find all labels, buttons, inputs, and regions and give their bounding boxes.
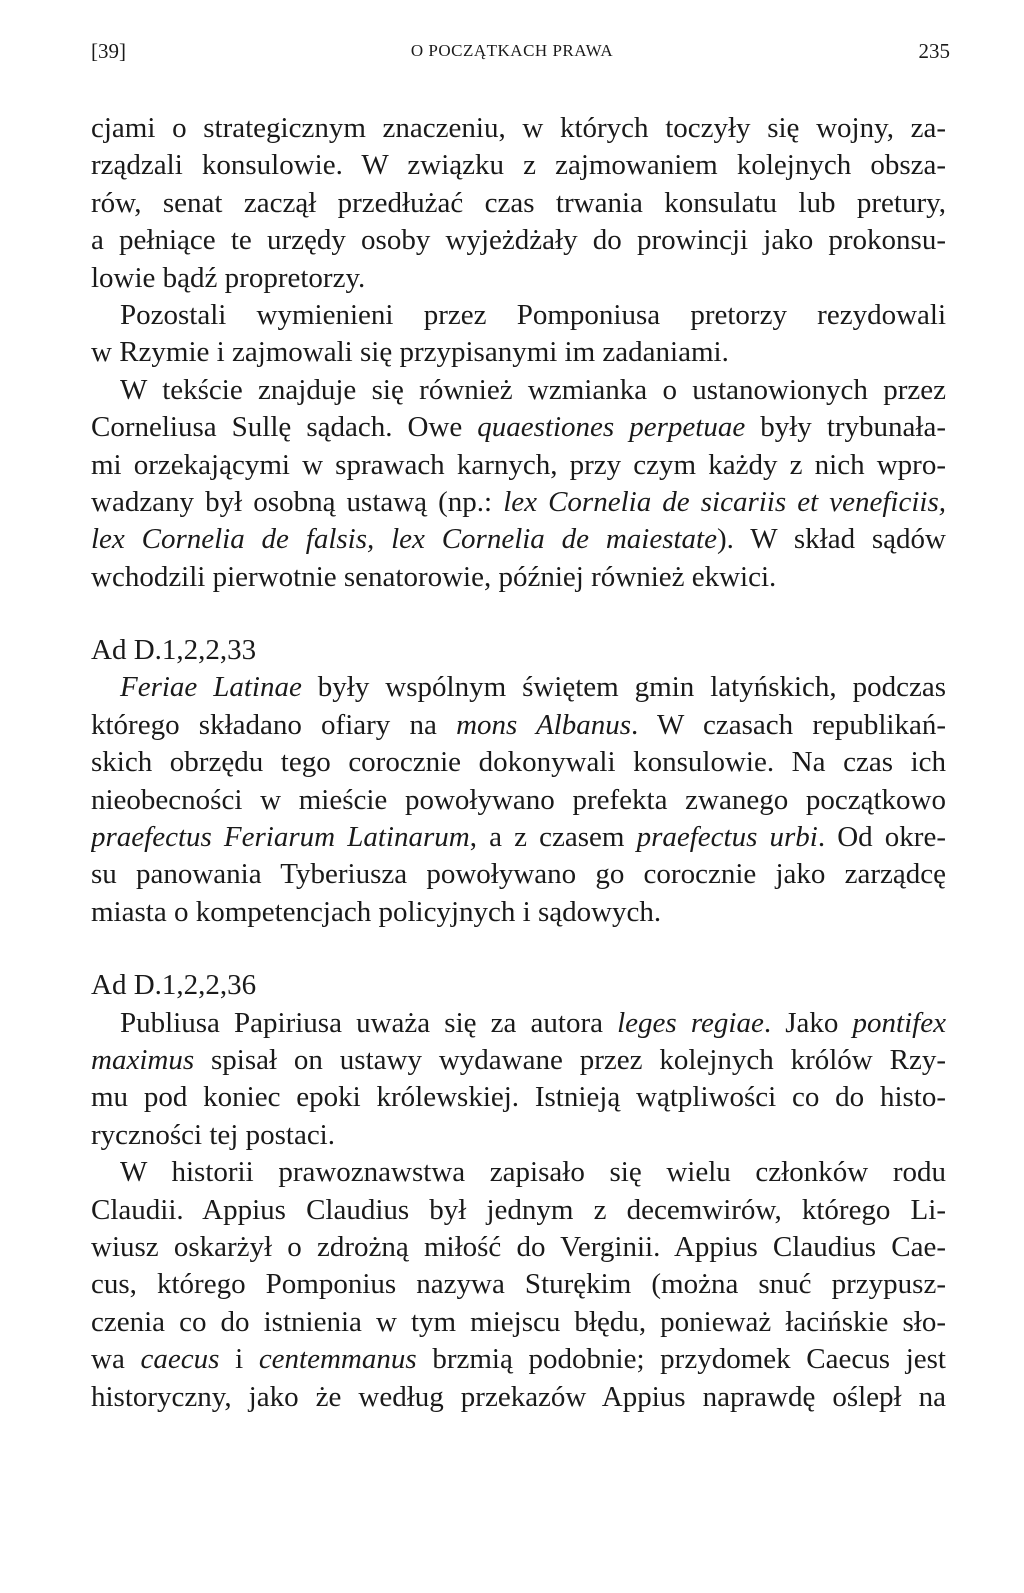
text-line: wadzany był osobną ustawą (np.: lex Cornelia de sicariis et veneficiis, bbox=[91, 485, 946, 518]
text-line: mu pod koniec epoki królewskiej. Istnieją wątpliwości co do histo- bbox=[91, 1081, 946, 1114]
section-heading bbox=[91, 632, 946, 669]
text-line: Pozostali wymienieni przez Pomponiusa pretorzy rezydowali bbox=[120, 298, 946, 331]
running-head: O POCZĄTKACH PRAWA bbox=[410, 41, 614, 60]
text-line: a pełniące te urzędy osoby wyjeżdżały do prowincji jako prokonsu- bbox=[91, 224, 946, 257]
text-line: Ad D.1,2,2,33 bbox=[91, 634, 257, 667]
text-line: Ad D.1,2,2,36 bbox=[91, 969, 257, 1002]
text-line: lex Cornelia de falsis, lex Cornelia de maiestate). W skład sądów bbox=[91, 523, 946, 556]
paragraph bbox=[91, 110, 946, 297]
text-line: miasta o kompetencjach policyjnych i sądowych. bbox=[91, 895, 662, 928]
text-line: cus, którego Pomponius nazywa Sturękim (można snuć przypusz- bbox=[91, 1268, 946, 1301]
text-line: lowie bądź propretorzy. bbox=[91, 261, 366, 294]
text-line: maximus spisał on ustawy wydawane przez kolejnych królów Rzy- bbox=[91, 1043, 946, 1076]
chapter-number: [39] bbox=[91, 39, 126, 63]
text-line: nieobecności w mieście powoływano prefekta zwanego początkowo bbox=[91, 783, 946, 816]
text-line: cjami o strategicznym znaczeniu, w których toczyły się wojny, za- bbox=[91, 112, 946, 144]
text-line: wa caecus i centemmanus brzmią podobnie; przydomek Caecus jest bbox=[91, 1343, 946, 1376]
text-line: Corneliusa Sullę sądach. Owe quaestiones perpetuae były trybunała- bbox=[91, 411, 946, 444]
paragraph bbox=[91, 372, 946, 596]
text-line: Publiusa Papiriusa uważa się za autora leges regiae. Jako pontifex bbox=[120, 1006, 946, 1039]
text-line: W historii prawoznawstwa zapisało się wielu członków rodu bbox=[120, 1156, 946, 1189]
text-line: mi orzekającymi w sprawach karnych, przy czym każdy z nich wpro- bbox=[91, 448, 946, 481]
text-line: historyczny, jako że według przekazów Appius naprawdę oślepł na bbox=[91, 1380, 946, 1413]
section-heading bbox=[91, 967, 946, 1004]
text-line: W tekście znajduje się również wzmianka o ustanowionych przez bbox=[120, 373, 946, 406]
text-line: wiusz oskarżył o zdrożną miłość do Verginii. Appius Claudius Cae- bbox=[91, 1230, 946, 1263]
text-line: czenia co do istnienia w tym miejscu błędu, ponieważ łacińskie sło- bbox=[91, 1305, 946, 1338]
paragraph bbox=[91, 1005, 946, 1155]
section-gap bbox=[91, 931, 946, 967]
text-line: którego składano ofiary na mons Albanus. W czasach republikań- bbox=[91, 708, 946, 741]
paragraph bbox=[91, 297, 946, 372]
text-line: rów, senat zaczął przedłużać czas trwania konsulatu lub pretury, bbox=[91, 186, 946, 219]
text-line: su panowania Tyberiusza powoływano go corocznie jako zarządcę bbox=[91, 858, 946, 891]
body-text bbox=[91, 110, 946, 1416]
text-line: skich obrzędu tego corocznie dokonywali konsulowie. Na czas ich bbox=[91, 746, 946, 779]
paragraph bbox=[91, 1154, 946, 1416]
page-number: 235 bbox=[918, 39, 950, 63]
text-line: Feriae Latinae były wspólnym świętem gmin latyńskich, podczas bbox=[120, 671, 946, 704]
text-line: wchodzili pierwotnie senatorowie, później również ekwici. bbox=[91, 560, 777, 593]
text-line: rządzali konsulowie. W związku z zajmowaniem kolejnych obsza- bbox=[91, 149, 946, 182]
text-line: praefectus Feriarum Latinarum, a z czasem praefectus urbi. Od okre- bbox=[91, 821, 946, 854]
section-gap bbox=[91, 596, 946, 632]
text-line: w Rzymie i zajmowali się przypisanymi im zadaniami. bbox=[91, 336, 729, 369]
text-line: Claudii. Appius Claudius był jednym z decemwirów, którego Li- bbox=[91, 1193, 946, 1226]
paragraph bbox=[91, 669, 946, 931]
text-line: ryczności tej postaci. bbox=[91, 1118, 335, 1151]
